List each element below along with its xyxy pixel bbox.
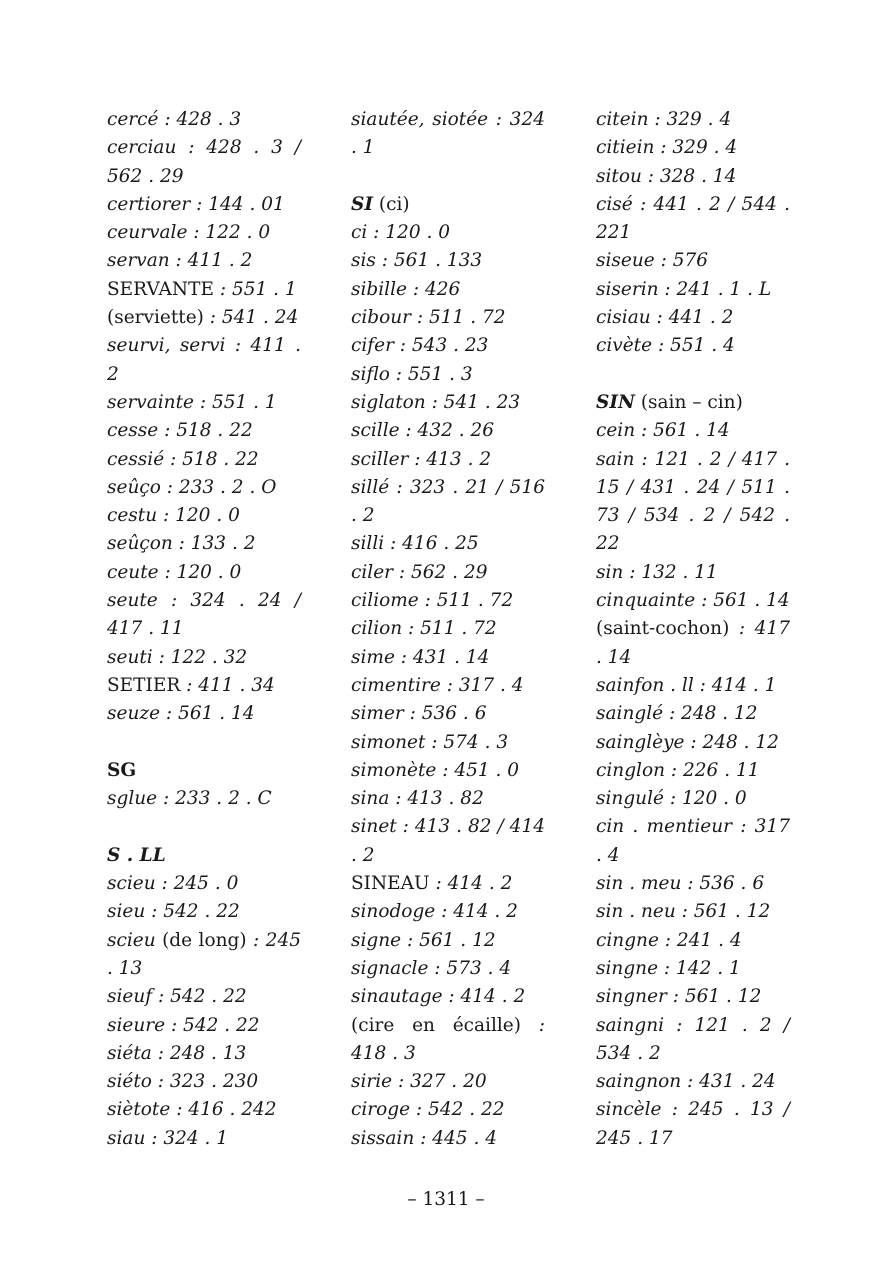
- dictionary-entry: sibille : 426: [351, 278, 461, 300]
- dictionary-entry: scieu : 245 . 0: [107, 873, 239, 895]
- dictionary-entry: cisé : 441 . 2 / 544 . 221: [596, 193, 790, 244]
- dictionary-entry: cifer : 543 . 23: [351, 335, 489, 357]
- dictionary-entry: sitou : 328 . 14: [596, 165, 737, 187]
- dictionary-entry: sciller : 413 . 2: [351, 448, 492, 470]
- dictionary-entry: signe : 561 . 12: [351, 929, 496, 951]
- dictionary-entry: cimentire : 317 . 4: [351, 674, 524, 696]
- dictionary-entry: ceute : 120 . 0: [107, 561, 242, 583]
- dictionary-entry: civète : 551 . 4: [596, 335, 735, 357]
- dictionary-entry: cercé : 428 . 3: [107, 109, 242, 130]
- dictionary-entry: sillé : 323 . 21 / 516 . 2: [351, 476, 545, 527]
- dictionary-entry: cesse : 518 . 22: [107, 420, 253, 442]
- section-heading-gloss: (sain – cin): [634, 391, 743, 413]
- dictionary-entry: SERVANTE : 551 . 1: [107, 278, 297, 300]
- page-number: – 1311 –: [407, 1189, 485, 1210]
- column-1: [107, 106, 301, 1153]
- dictionary-entry: SINEAU : 414 . 2: [351, 873, 513, 895]
- dictionary-entry: cein : 561 . 14: [596, 420, 730, 442]
- dictionary-entry: sieuf : 542 . 22: [107, 986, 247, 1008]
- dictionary-entry: sain : 121 . 2 / 417 . 15 / 431 . 24 / 511 . 73 / 534 . 2 / 542 . 22: [596, 448, 790, 555]
- dictionary-entry: siflo : 551 . 3: [351, 363, 473, 385]
- column-1-block-3: [107, 870, 301, 1153]
- dictionary-entry: scieu (de long) : 245 . 13: [107, 929, 301, 979]
- section-gap: [107, 813, 301, 841]
- section-gap: [596, 361, 790, 389]
- dictionary-entry: cerciau : 428 . 3 / 562 . 29: [107, 137, 301, 187]
- column-2-block-1: [351, 219, 545, 1153]
- dictionary-entry: siau : 324 . 1: [107, 1127, 229, 1149]
- dictionary-entry: ciroge : 542 . 22: [351, 1099, 505, 1121]
- dictionary-entry: cisiau : 441 . 2: [596, 307, 734, 329]
- dictionary-entry: seûçon : 133 . 2: [107, 533, 256, 555]
- dictionary-entry: sainglèye : 248 . 12: [596, 731, 779, 753]
- dictionary-entry: saingnon : 431 . 24: [596, 1071, 776, 1093]
- dictionary-entry: saingni : 121 . 2 / 534 . 2: [596, 1014, 790, 1064]
- dictionary-entry: signacle : 573 . 4: [351, 957, 512, 979]
- dictionary-entry: siserin : 241 . 1 . L: [596, 278, 772, 300]
- dictionary-entry: singulé : 120 . 0: [596, 788, 747, 810]
- dictionary-entry: seuti : 122 . 32: [107, 646, 248, 668]
- dictionary-entry: singne : 142 . 1: [596, 957, 741, 979]
- dictionary-entry: siglaton : 541 . 23: [351, 391, 521, 413]
- dictionary-entry: sis : 561 . 133: [351, 250, 483, 272]
- dictionary-entry: silli : 416 . 25: [351, 533, 479, 555]
- dictionary-entry: cibour : 511 . 72: [351, 307, 506, 329]
- section-heading-key: S . LL: [107, 844, 166, 866]
- dictionary-entry: sainfon . ll : 414 . 1: [596, 674, 777, 696]
- dictionary-entry: siéto : 323 . 230: [107, 1071, 259, 1093]
- dictionary-entry: cessié : 518 . 22: [107, 448, 259, 470]
- dictionary-entry: cinglon : 226 . 11: [596, 759, 760, 781]
- column-3-block-1: [596, 106, 790, 361]
- section-heading-sin: [596, 389, 790, 417]
- dictionary-entry: sglue : 233 . 2 . C: [107, 788, 272, 810]
- dictionary-entry: cin . mentieur : 317 . 4: [596, 816, 790, 866]
- dictionary-entry: sime : 431 . 14: [351, 646, 490, 668]
- dictionary-entry: siéta : 248 . 13: [107, 1042, 247, 1064]
- dictionary-entry: seute : 324 . 24 / 417 . 11: [107, 590, 301, 640]
- dictionary-entry: (serviette) : 541 . 24: [107, 307, 299, 329]
- dictionary-entry: servan : 411 . 2: [107, 250, 253, 272]
- dictionary-entry: cestu : 120 . 0: [107, 505, 240, 527]
- dictionary-entry: sina : 413 . 82: [351, 788, 484, 810]
- dictionary-entry: ciler : 562 . 29: [351, 561, 488, 583]
- dictionary-entry: sin . meu : 536 . 6: [596, 873, 765, 895]
- section-gap: [107, 729, 301, 757]
- dictionary-entry: sincèle : 245 . 13 / 245 . 17: [596, 1099, 790, 1149]
- dictionary-entry: simonet : 574 . 3: [351, 731, 509, 753]
- dictionary-entry: sissain : 445 . 4: [351, 1127, 497, 1149]
- dictionary-entry: sinautage : 414 . 2: [351, 986, 526, 1008]
- section-heading-key: SG: [107, 759, 137, 781]
- dictionary-entry: SETIER : 411 . 34: [107, 674, 275, 696]
- section-heading-key: SIN: [596, 391, 635, 413]
- dictionary-entry: siautée, siotée : 324 . 1: [351, 109, 545, 159]
- dictionary-entry: seûço : 233 . 2 . O: [107, 476, 277, 498]
- column-2: [351, 106, 545, 1153]
- dictionary-entry: siètote : 416 . 242: [107, 1099, 277, 1121]
- dictionary-entry: seuze : 561 . 14: [107, 703, 255, 725]
- dictionary-entry: (saint-cochon) : 417 . 14: [596, 618, 790, 668]
- section-gap: [351, 163, 545, 191]
- dictionary-entry: sinodoge : 414 . 2: [351, 901, 518, 923]
- dictionary-entry: cingne : 241 . 4: [596, 929, 742, 951]
- dictionary-entry: cilion : 511 . 72: [351, 618, 497, 640]
- dictionary-entry: (cire en écaille) : 418 . 3: [351, 1014, 545, 1064]
- dictionary-entry: certiorer : 144 . 01: [107, 193, 285, 215]
- dictionary-entry: sin . neu : 561 . 12: [596, 901, 771, 923]
- column-1-block-2: [107, 785, 301, 813]
- dictionary-entry: sin : 132 . 11: [596, 561, 718, 583]
- dictionary-entry: simer : 536 . 6: [351, 703, 487, 725]
- dictionary-entry: simonète : 451 . 0: [351, 759, 520, 781]
- dictionary-entry: cinquainte : 561 . 14: [596, 590, 790, 612]
- section-heading-s-ll: [107, 842, 301, 870]
- dictionary-entry: sieu : 542 . 22: [107, 901, 240, 923]
- dictionary-entry: siseue : 576: [596, 250, 709, 272]
- column-3: [596, 106, 790, 1153]
- dictionary-entry: ci : 120 . 0: [351, 222, 450, 244]
- dictionary-entry: ceurvale : 122 . 0: [107, 222, 271, 244]
- dictionary-entry: servainte : 551 . 1: [107, 391, 277, 413]
- section-heading-si: [351, 191, 545, 219]
- dictionary-entry: sirie : 327 . 20: [351, 1071, 487, 1093]
- section-heading-sg: [107, 757, 301, 785]
- column-2-block-0: [351, 106, 545, 163]
- dictionary-entry: singner : 561 . 12: [596, 986, 762, 1008]
- column-1-block-1: [107, 106, 301, 729]
- column-3-block-2: [596, 417, 790, 1153]
- section-heading-key: SI: [351, 193, 374, 215]
- dictionary-entry: sinet : 413 . 82 / 414 . 2: [351, 816, 545, 866]
- dictionary-entry: scille : 432 . 26: [351, 420, 495, 442]
- dictionary-entry: citiein : 329 . 4: [596, 137, 738, 159]
- dictionary-entry: sieure : 542 . 22: [107, 1014, 260, 1036]
- dictionary-entry: ciliome : 511 . 72: [351, 590, 514, 612]
- dictionary-entry: seurvi, servi : 411 . 2: [107, 335, 301, 385]
- dictionary-entry: citein : 329 . 4: [596, 109, 732, 130]
- section-heading-gloss: (ci): [373, 193, 410, 215]
- dictionary-entry: sainglé : 248 . 12: [596, 703, 758, 725]
